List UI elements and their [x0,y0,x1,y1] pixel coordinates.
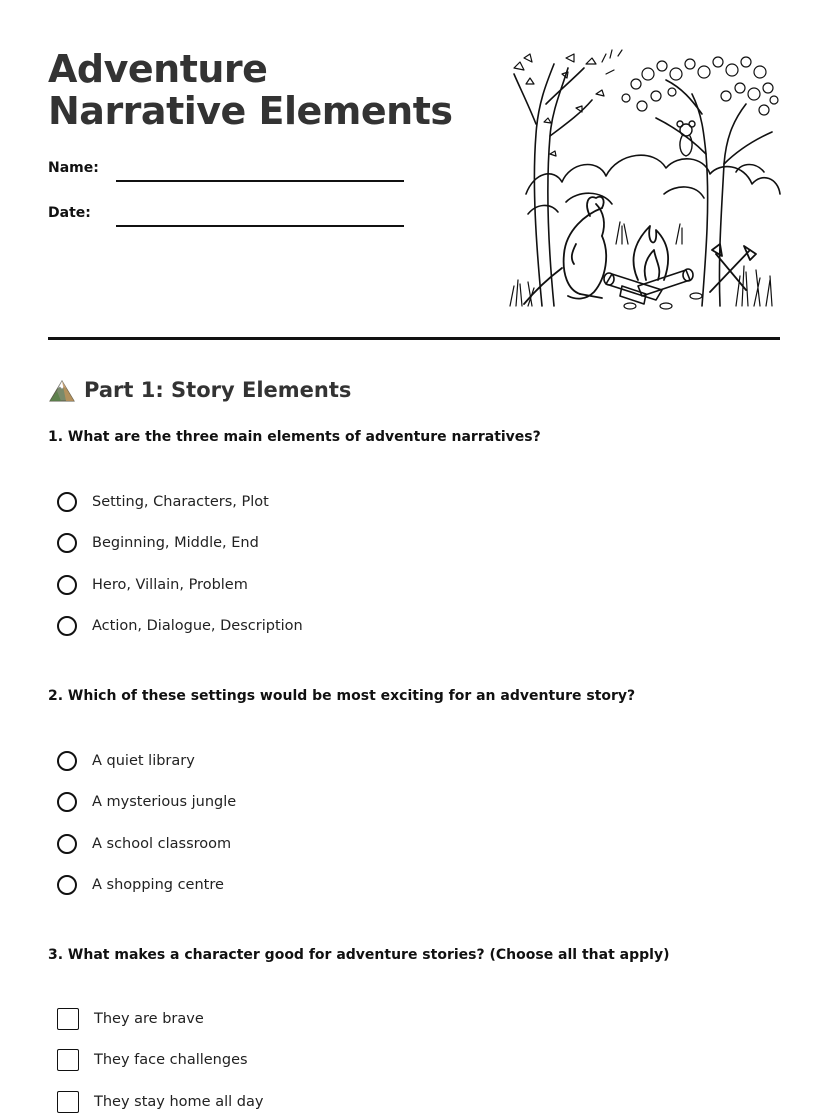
option-label: A school classroom [92,836,232,852]
q3-option-2[interactable] [57,1047,248,1073]
section-title: Part 1: Story Elements [84,378,352,402]
option-label: They stay home all day [94,1094,264,1110]
radio-button[interactable] [57,751,77,771]
q2-option-4[interactable] [57,872,224,898]
q1-option-4[interactable] [57,613,303,639]
q1-option-3[interactable] [57,572,248,598]
date-line[interactable] [116,225,404,227]
q1-option-1[interactable] [57,489,269,515]
option-label: A mysterious jungle [92,794,237,810]
date-label: Date: [48,205,91,221]
date-field[interactable] [48,205,408,229]
name-field[interactable] [48,160,408,184]
q2-option-2[interactable] [57,789,236,815]
mountain-icon [48,377,76,403]
option-label: Setting, Characters, Plot [92,494,269,510]
question-1: 1. What are the three main elements of adventure narratives? [48,429,541,445]
option-label: Beginning, Middle, End [92,535,259,551]
option-label: Action, Dialogue, Description [92,618,303,634]
option-label: They face challenges [94,1052,248,1068]
name-line[interactable] [116,180,404,182]
radio-button[interactable] [57,492,77,512]
option-label: They are brave [94,1011,204,1027]
q3-option-3[interactable] [57,1089,263,1115]
option-label: A shopping centre [92,877,224,893]
q2-option-1[interactable] [57,748,195,774]
section-heading-part1 [48,374,351,406]
question-3: 3. What makes a character good for adventure stories? (Choose all that apply) [48,947,670,963]
checkbox[interactable] [57,1049,79,1071]
name-label: Name: [48,160,99,176]
radio-button[interactable] [57,575,77,595]
radio-button[interactable] [57,616,77,636]
checkbox[interactable] [57,1091,79,1113]
radio-button[interactable] [57,792,77,812]
q2-option-3[interactable] [57,831,231,857]
campfire-forest-illustration [506,44,782,312]
radio-button[interactable] [57,875,77,895]
q3-option-1[interactable] [57,1006,204,1032]
checkbox[interactable] [57,1008,79,1030]
header-divider [48,337,780,340]
radio-button[interactable] [57,533,77,553]
option-label: A quiet library [92,753,195,769]
page-title: Adventure Narrative Elements [48,47,453,133]
radio-button[interactable] [57,834,77,854]
q1-option-2[interactable] [57,530,259,556]
question-2: 2. Which of these settings would be most exciting for an adventure story? [48,688,636,704]
option-label: Hero, Villain, Problem [92,577,248,593]
